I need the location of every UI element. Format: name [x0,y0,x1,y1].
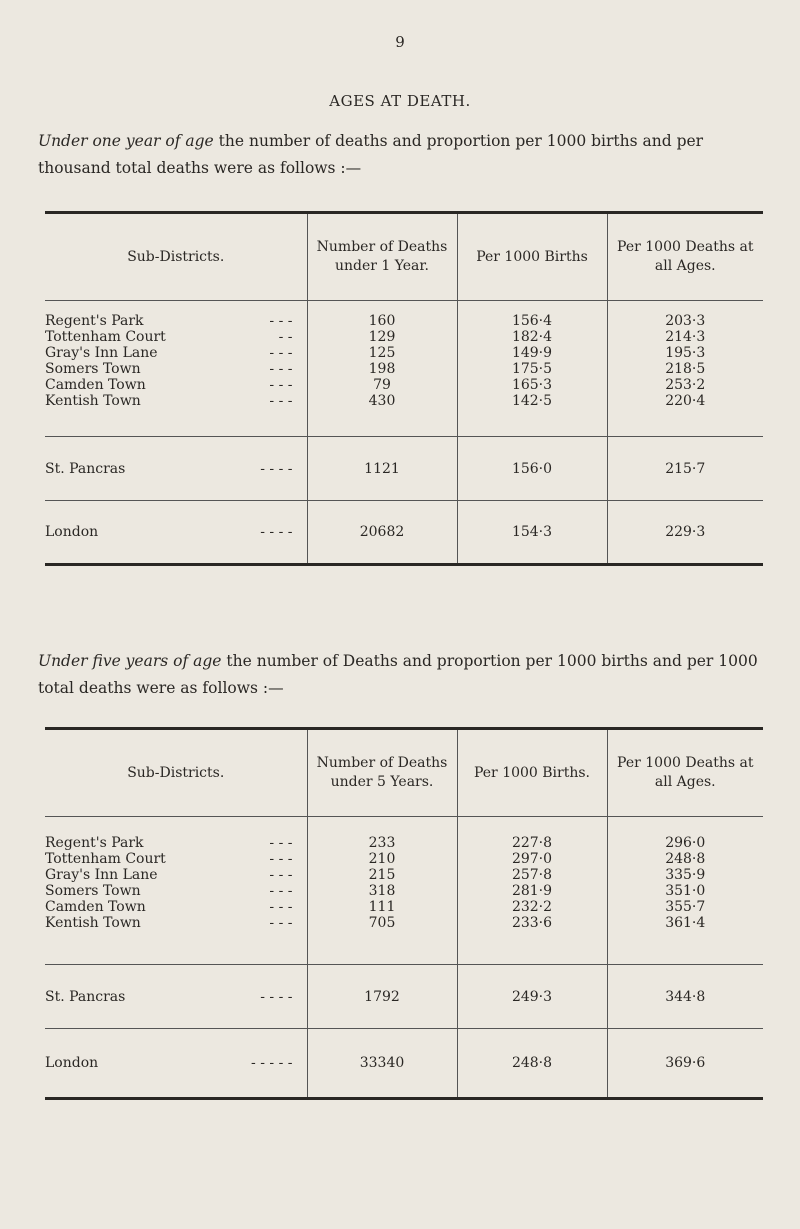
row-name: Kentish Town [45,914,141,931]
cell-per-deaths: 355·7 [607,899,763,915]
header-per-1000-deaths: Per 1000 Deaths at all Ages. [607,729,763,817]
cell-per-births: 156·0 [457,437,607,501]
cell-deaths: 1792 [307,965,457,1029]
cell-per-births: 182·4 [457,329,607,345]
row-name: Camden Town [45,376,146,393]
row-dashes: - - - - [260,524,293,540]
row-dashes: - - - [269,914,293,931]
cell-per-births: 227·8 [457,817,607,851]
cell-deaths: 111 [307,899,457,915]
cell-per-births: 149·9 [457,345,607,361]
cell-per-births: 249·3 [457,965,607,1029]
row-name: Gray's Inn Lane [45,866,158,883]
section2-intro-italic: Under five years of age [38,652,222,670]
cell-deaths: 198 [307,361,457,377]
under-one-year-table [45,211,763,566]
cell-deaths: 233 [307,817,457,851]
cell-deaths: 1121 [307,437,457,501]
row-dashes: - - - - [260,988,293,1005]
cell-per-deaths: 220·4 [607,393,763,437]
total-row [45,965,763,1029]
table-header-row [45,213,763,301]
table-row [45,377,763,393]
table-row [45,345,763,361]
header-per-1000-births: Per 1000 Births. [457,729,607,817]
cell-per-births: 232·2 [457,899,607,915]
table-row [45,361,763,377]
row-name: London [45,1055,99,1071]
cell-per-deaths: 195·3 [607,345,763,361]
page-number: 9 [395,33,405,51]
table-row [45,393,763,437]
cell-per-deaths: 344·8 [607,965,763,1029]
header-number-of-deaths: Number of Deaths under 5 Years. [307,729,457,817]
cell-per-births: 165·3 [457,377,607,393]
row-dashes: - - - [269,882,293,899]
table-row [45,301,763,329]
row-name: London [45,524,99,540]
row-dashes: - - - [269,866,293,883]
section1-intro-text: the number of deaths and proportion per 1000 births and per thousand total deaths were as follows :— [38,132,704,177]
table-row [45,817,763,851]
row-dashes: - - - [269,360,293,377]
cell-per-deaths: 248·8 [607,851,763,867]
table-header-row [45,729,763,817]
row-dashes: - - - [269,834,293,851]
cell-per-deaths: 296·0 [607,817,763,851]
row-dashes: - - - [269,850,293,867]
cell-per-deaths: 214·3 [607,329,763,345]
london-row [45,501,763,565]
cell-deaths: 705 [307,915,457,965]
row-dashes: - - [278,328,293,345]
cell-per-deaths: 203·3 [607,301,763,329]
row-dashes: - - - [269,344,293,361]
cell-per-births: 257·8 [457,867,607,883]
cell-deaths: 33340 [307,1029,457,1099]
cell-deaths: 318 [307,883,457,899]
table-row [45,329,763,345]
london-row [45,1029,763,1099]
section1-intro-italic: Under one year of age [38,132,214,150]
table-row [45,883,763,899]
cell-per-deaths: 361·4 [607,915,763,965]
cell-per-births: 297·0 [457,851,607,867]
cell-deaths: 215 [307,867,457,883]
row-dashes: - - - [269,898,293,915]
cell-per-births: 175·5 [457,361,607,377]
cell-per-births: 233·6 [457,915,607,965]
header-sub-districts: Sub-Districts. [45,213,307,301]
row-name: St. Pancras [45,460,126,477]
cell-deaths: 129 [307,329,457,345]
row-name: Gray's Inn Lane [45,344,158,361]
cell-per-births: 154·3 [457,501,607,565]
cell-per-deaths: 215·7 [607,437,763,501]
cell-per-births: 142·5 [457,393,607,437]
row-dashes: - - - [269,392,293,409]
cell-per-deaths: 351·0 [607,883,763,899]
section2-intro-text: the number of Deaths and proportion per 1000 births and per 1000 total deaths were as follows :— [38,652,758,697]
cell-deaths: 210 [307,851,457,867]
row-name: Tottenham Court [45,850,166,867]
row-name: Somers Town [45,360,141,377]
total-row [45,437,763,501]
cell-per-deaths: 218·5 [607,361,763,377]
row-name: Camden Town [45,898,146,915]
header-sub-districts: Sub-Districts. [45,729,307,817]
table-row [45,899,763,915]
cell-deaths: 20682 [307,501,457,565]
row-dashes: - - - - [260,460,293,477]
page-heading: AGES AT DEATH. [329,92,471,110]
cell-per-births: 156·4 [457,301,607,329]
cell-per-births: 248·8 [457,1029,607,1099]
header-per-1000-deaths: Per 1000 Deaths at all Ages. [607,213,763,301]
row-dashes: - - - [269,376,293,393]
row-dashes: - - - [269,312,293,329]
cell-deaths: 125 [307,345,457,361]
under-five-years-table [45,727,763,1100]
row-name: Regent's Park [45,312,144,329]
cell-deaths: 430 [307,393,457,437]
cell-deaths: 79 [307,377,457,393]
cell-per-births: 281·9 [457,883,607,899]
cell-per-deaths: 229·3 [607,501,763,565]
cell-per-deaths: 335·9 [607,867,763,883]
table-row [45,915,763,965]
row-name: Tottenham Court [45,328,166,345]
table-row [45,867,763,883]
header-number-of-deaths: Number of Deaths under 1 Year. [307,213,457,301]
cell-per-deaths: 253·2 [607,377,763,393]
row-dashes: - - - - - [251,1055,293,1071]
section1-intro [38,128,770,182]
header-per-1000-births: Per 1000 Births [457,213,607,301]
row-name: Regent's Park [45,834,144,851]
cell-deaths: 160 [307,301,457,329]
section2-intro [38,648,770,702]
row-name: Somers Town [45,882,141,899]
row-name: St. Pancras [45,988,126,1005]
cell-per-deaths: 369·6 [607,1029,763,1099]
row-name: Kentish Town [45,392,141,409]
table-row [45,851,763,867]
